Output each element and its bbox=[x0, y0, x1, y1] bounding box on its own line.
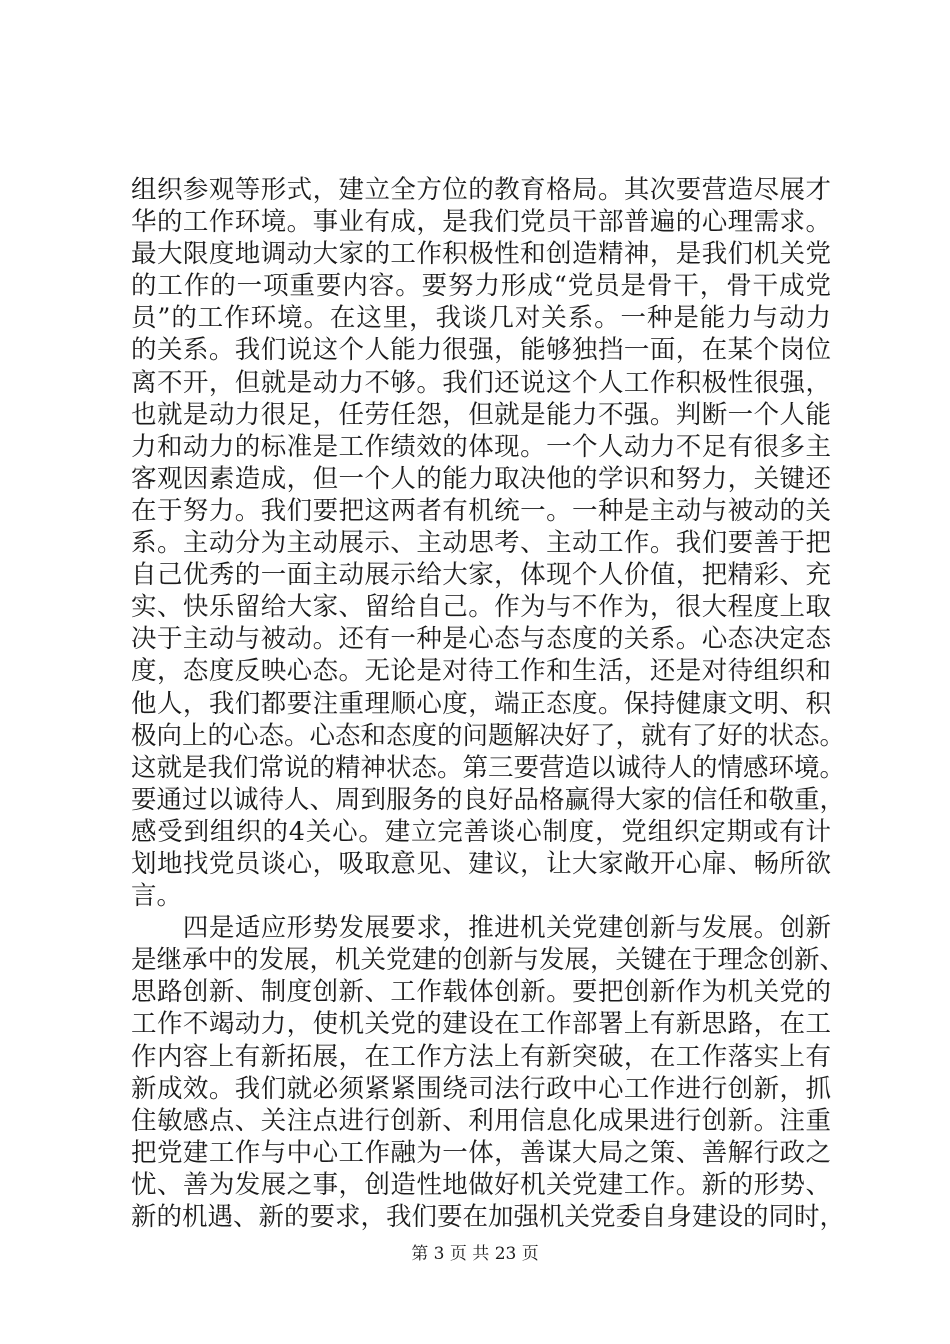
text-line: 自己优秀的一面主动展示给大家，体现个人价值，把精彩、充 bbox=[131, 560, 831, 591]
text-line: 也就是动力很足，任劳任怨，但就是能力不强。判断一个人能 bbox=[131, 399, 831, 430]
text-line: 他人，我们都要注重理顺心度，端正态度。保持健康文明、积 bbox=[131, 688, 831, 719]
text-line: 华的工作环境。事业有成，是我们党员干部普遍的心理需求。 bbox=[131, 207, 831, 238]
text-line: 员”的工作环境。在这里，我谈几对关系。一种是能力与动力 bbox=[131, 303, 831, 334]
text-line: 的关系。我们说这个人能力很强，能够独挡一面，在某个岗位 bbox=[131, 335, 831, 366]
text-line: 实、快乐留给大家、留给自己。作为与不作为，很大程度上取 bbox=[131, 592, 831, 623]
text-line: 要通过以诚待人、周到服务的良好品格赢得大家的信任和敬重， bbox=[131, 784, 846, 815]
text-line: 言。 bbox=[131, 881, 183, 912]
text-line: 新成效。我们就必须紧紧围绕司法行政中心工作进行创新，抓 bbox=[131, 1073, 831, 1104]
text-line: 住敏感点、关注点进行创新、利用信息化成果进行创新。注重 bbox=[131, 1105, 831, 1136]
text-line: 客观因素造成，但一个人的能力取决他的学识和努力，关键还 bbox=[131, 463, 831, 494]
text-line: 作内容上有新拓展，在工作方法上有新突破，在工作落实上有 bbox=[131, 1041, 831, 1072]
text-line: 忧、善为发展之事，创造性地做好机关党建工作。新的形势、 bbox=[131, 1169, 831, 1200]
text-line: 划地找党员谈心，吸取意见、建议，让大家敞开心扉、畅所欲 bbox=[131, 848, 831, 879]
document-body bbox=[131, 174, 846, 1233]
text-line: 的工作的一项重要内容。要努力形成“党员是骨干，骨干成党 bbox=[131, 271, 831, 302]
text-line: 工作不竭动力，使机关党的建设在工作部署上有新思路，在工 bbox=[131, 1009, 831, 1040]
text-line: 新的机遇、新的要求，我们要在加强机关党委自身建设的同时， bbox=[131, 1202, 846, 1232]
text-line: 度，态度反映心态。无论是对待工作和生活，还是对待组织和 bbox=[131, 656, 831, 687]
text-line: 力和动力的标准是工作绩效的体现。一个人动力不足有很多主 bbox=[131, 431, 831, 462]
text-line: 最大限度地调动大家的工作积极性和创造精神，是我们机关党 bbox=[131, 239, 831, 270]
text-line: 系。主动分为主动展示、主动思考、主动工作。我们要善于把 bbox=[131, 528, 831, 559]
text-line: 离不开，但就是动力不够。我们还说这个人工作积极性很强， bbox=[131, 367, 831, 398]
text-line: 组织参观等形式，建立全方位的教育格局。其次要营造尽展才 bbox=[131, 175, 831, 205]
text-line: 思路创新、制度创新、工作载体创新。要把创新作为机关党的 bbox=[131, 977, 831, 1008]
text-line: 是继承中的发展，机关党建的创新与发展，关键在于理念创新、 bbox=[131, 945, 846, 976]
text-line: 感受到组织的4关心。建立完善谈心制度，党组织定期或有计 bbox=[131, 816, 831, 847]
paragraph-2 bbox=[131, 912, 846, 1233]
paragraph-1 bbox=[131, 174, 846, 912]
page-number-footer: 第 3 页 共 23 页 bbox=[411, 1244, 539, 1264]
text-line: 在于努力。我们要把这两者有机统一。一种是主动与被动的关 bbox=[131, 495, 831, 526]
text-line: 四是适应形势发展要求，推进机关党建创新与发展。创新 bbox=[131, 913, 831, 944]
text-line: 把党建工作与中心工作融为一体，善谋大局之策、善解行政之 bbox=[131, 1137, 831, 1168]
text-line: 决于主动与被动。还有一种是心态与态度的关系。心态决定态 bbox=[131, 624, 831, 655]
text-line: 极向上的心态。心态和态度的问题解决好了，就有了好的状态。 bbox=[131, 720, 846, 751]
text-line: 这就是我们常说的精神状态。第三要营造以诚待人的情感环境。 bbox=[131, 752, 846, 783]
